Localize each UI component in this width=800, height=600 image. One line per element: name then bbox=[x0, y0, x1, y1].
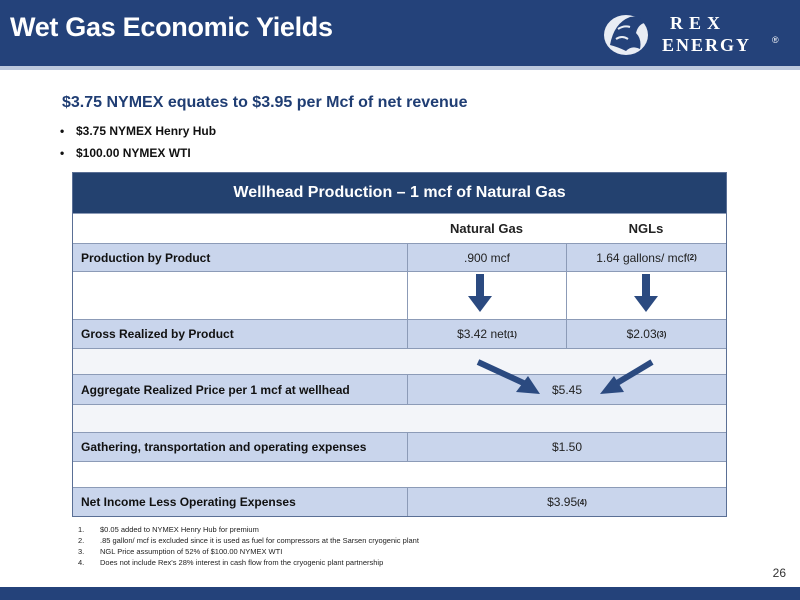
net-value: $3.95 (4) bbox=[407, 488, 726, 516]
natural-gas-value: .900 mcf bbox=[407, 244, 566, 271]
column-header-natural-gas: Natural Gas bbox=[450, 221, 523, 236]
table-spacer-row bbox=[73, 404, 726, 432]
page-number: 26 bbox=[772, 566, 786, 580]
row-label: Aggregate Realized Price per 1 mcf at wellhead bbox=[81, 382, 350, 397]
table-row bbox=[73, 319, 726, 348]
yield-table bbox=[72, 172, 727, 517]
bullet-item: • $3.75 NYMEX Henry Hub bbox=[60, 124, 217, 138]
logo-energy-text: ENERGY bbox=[662, 35, 752, 55]
footer-bar bbox=[0, 587, 800, 600]
table-row bbox=[73, 374, 726, 404]
ngls-value: $2.03 (3) bbox=[566, 320, 726, 348]
footnote-item: 2. .85 gallon/ mcf is excluded since it is used as fuel for compressors at the Sarsen cryogenic plant bbox=[78, 536, 419, 545]
table-row bbox=[73, 432, 726, 461]
column-header-ngls: NGLs bbox=[628, 221, 664, 236]
table-row bbox=[73, 487, 726, 516]
bullet-list bbox=[60, 120, 216, 164]
table-spacer-row bbox=[73, 348, 726, 374]
row-label: Production by Product bbox=[81, 250, 211, 265]
table-row bbox=[73, 243, 726, 271]
natural-gas-value: $3.42 net (1) bbox=[407, 320, 566, 348]
registered-mark: ® bbox=[772, 35, 779, 45]
footnote-item: 1. $0.05 added to NYMEX Henry Hub for premium bbox=[78, 525, 259, 534]
footnote-item: 4. Does not include Rex's 28% interest in cash flow from the cryogenic plant partnership bbox=[78, 558, 384, 567]
slide-header bbox=[0, 0, 800, 66]
footnotes bbox=[78, 524, 419, 568]
expense-value: $1.50 bbox=[407, 433, 726, 461]
header-divider bbox=[0, 66, 800, 70]
table-column-header-row bbox=[73, 213, 726, 243]
row-label: Gross Realized by Product bbox=[81, 327, 234, 341]
row-label: Gathering, transportation and operating expenses bbox=[81, 440, 367, 454]
footnote-item: 3. NGL Price assumption of 52% of $100.00 NYMEX WTI bbox=[78, 547, 283, 556]
table-spacer-row bbox=[73, 461, 726, 487]
aggregate-value: $5.45 bbox=[407, 375, 726, 404]
row-label: Net Income Less Operating Expenses bbox=[81, 495, 296, 509]
slide-title: Wet Gas Economic Yields bbox=[10, 12, 333, 42]
table-spacer-row bbox=[73, 271, 726, 319]
bullet-item: • $100.00 NYMEX WTI bbox=[60, 146, 191, 160]
headline: $3.75 NYMEX equates to $3.95 per Mcf of net revenue bbox=[62, 94, 468, 111]
table-title: Wellhead Production – 1 mcf of Natural Gas bbox=[73, 173, 726, 213]
horse-emblem-icon bbox=[604, 15, 648, 55]
logo-rex-text: REX bbox=[670, 13, 727, 33]
ngls-value: 1.64 gallons/ mcf (2) bbox=[566, 244, 726, 271]
rex-energy-logo bbox=[596, 5, 792, 61]
